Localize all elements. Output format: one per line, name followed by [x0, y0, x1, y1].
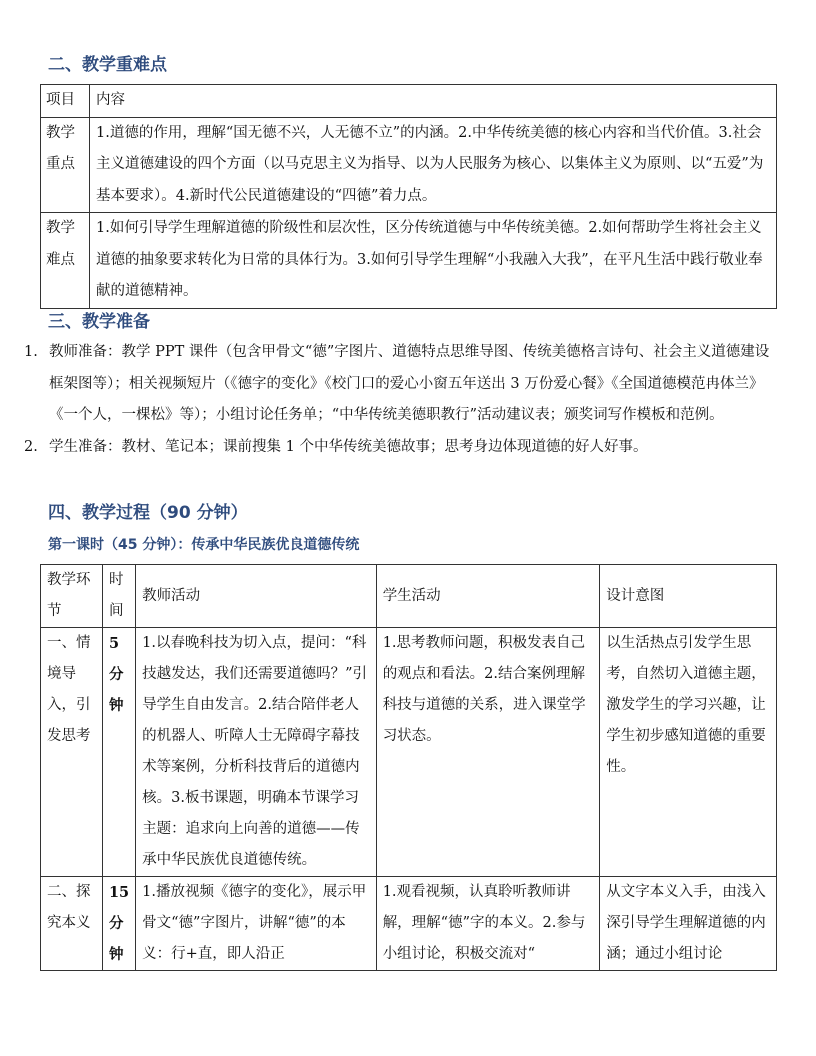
- preparation-list: [0, 337, 770, 463]
- cell-teacher: 1.播放视频《德字的变化》，展示甲骨文“德”字图片，讲解“德”的本义：行+直，即人沿正: [136, 877, 377, 971]
- list-number: 1.: [24, 344, 38, 360]
- header-intent: 设计意图: [600, 565, 777, 628]
- table-row: [41, 213, 777, 309]
- table-row: [41, 85, 777, 118]
- row-label-difficult: 教学难点: [41, 213, 90, 309]
- table-row: [41, 117, 777, 213]
- list-text: 学生准备：教材、笔记本；课前搜集 1 个中华传统美德故事；思考身边体现道德的好人好事。: [49, 438, 648, 455]
- row-label-key: 教学重点: [41, 117, 90, 213]
- cell-intent: 从文字本义入手，由浅入深引导学生理解道德的内涵；通过小组讨论: [600, 877, 777, 971]
- section-title-key-points: 二、教学重难点: [48, 55, 167, 75]
- header-time: 时间: [102, 565, 135, 628]
- list-text: 教师准备：教学 PPT 课件（包含甲骨文“德”字图片、道德特点思维导图、传统美德格言诗句、社会主义道德建设框架图等）；相关视频短片（《德字的变化》《校门口的爱心小窗五年送出 3 万份爱心餐》《全国道德模范冉体兰》《一个人，一棵松》等）；小组讨论任务单；“中华传统美德职教行”活动建议表；颁奖词写作模板和范例。: [49, 344, 770, 423]
- header-teacher: 教师活动: [136, 565, 377, 628]
- section-title-preparation: 三、教学准备: [48, 312, 150, 332]
- cell-stage: 一、情境导入，引发思考: [41, 628, 103, 877]
- cell-student: 1.思考教师问题，积极发表自己的观点和看法。2.结合案例理解科技与道德的关系，进入课堂学习状态。: [376, 628, 600, 877]
- table-row: [41, 565, 777, 628]
- list-number: 2.: [24, 438, 38, 455]
- list-item: [0, 337, 770, 432]
- header-stage: 教学环节: [41, 565, 103, 628]
- cell-teacher: 1.以春晚科技为切入点，提问：“科技越发达，我们还需要道德吗？”引导学生自由发言。2.结合陪伴老人的机器人、听障人士无障碍字幕技术等案例，分析科技背后的道德内核。3.板书课题，明确本节课学习主题：追求向上向善的道德——传承中华民族优良道德传统。: [136, 628, 377, 877]
- cell-time: 15分钟: [102, 877, 135, 971]
- cell-student: 1.观看视频，认真聆听教师讲解，理解“德”字的本义。2.参与小组讨论，积极交流对“: [376, 877, 600, 971]
- cell-time: 5分钟: [102, 628, 135, 877]
- key-points-table: [40, 84, 777, 309]
- cell-intent: 以生活热点引发学生思考，自然切入道德主题，激发学生的学习兴趣，让学生初步感知道德的重要性。: [600, 628, 777, 877]
- row-content-difficult: 1.如何引导学生理解道德的阶级性和层次性，区分传统道德与中华传统美德。2.如何帮助学生将社会主义道德的抽象要求转化为日常的具体行为。3.如何引导学生理解“小我融入大我”，在平凡生活中践行敬业奉献的道德精神。: [90, 213, 777, 309]
- table-header-item: 项目: [41, 85, 90, 118]
- process-table: [40, 564, 777, 971]
- cell-stage: 二、探究本义: [41, 877, 103, 971]
- section-title-process: 四、教学过程（90 分钟）: [48, 503, 248, 523]
- table-row: [41, 877, 777, 971]
- table-row: [41, 628, 777, 877]
- header-student: 学生活动: [376, 565, 600, 628]
- row-content-key: 1.道德的作用，理解“国无德不兴，人无德不立”的内涵。2.中华传统美德的核心内容和当代价值。3.社会主义道德建设的四个方面（以马克思主义为指导、以为人民服务为核心、以集体主义为原则、以“五爱”为基本要求）。4.新时代公民道德建设的“四德”着力点。: [90, 117, 777, 213]
- table-header-content: 内容: [90, 85, 777, 118]
- list-item: [0, 432, 770, 464]
- lesson-title: 第一课时（45 分钟）：传承中华民族优良道德传统: [48, 537, 360, 553]
